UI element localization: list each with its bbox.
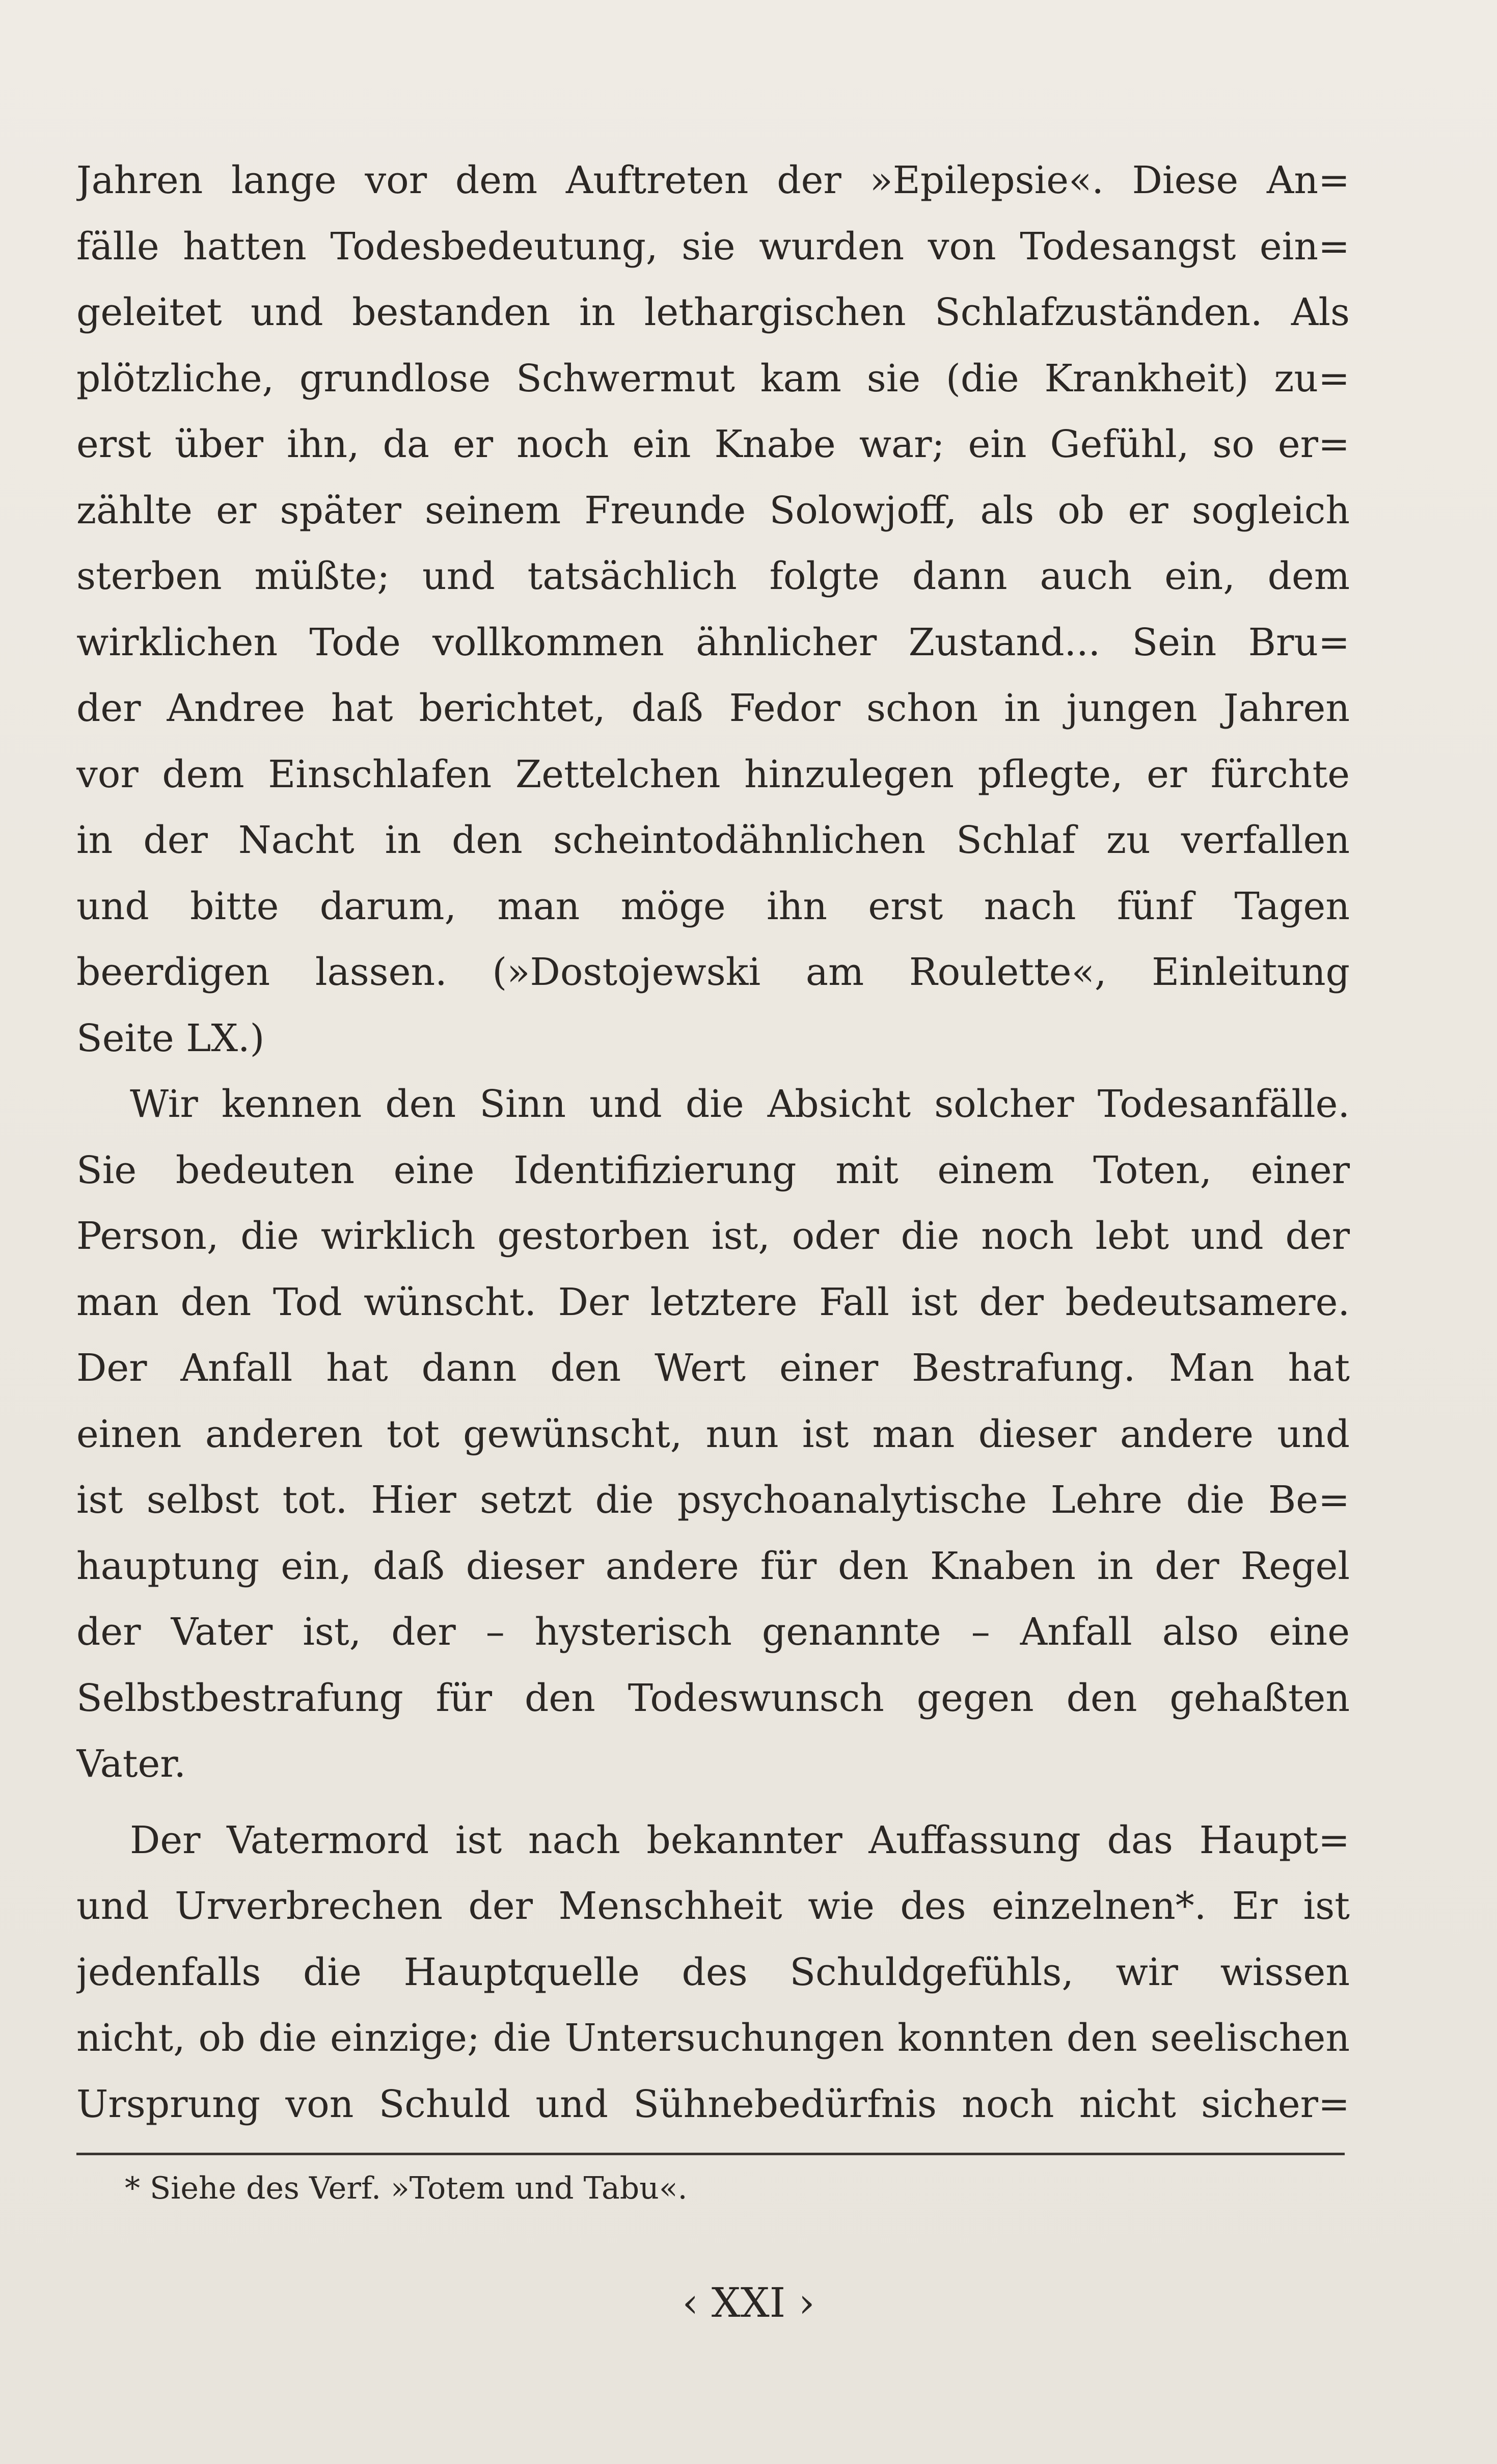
body-text [76,148,1350,2137]
text-line: erst über ihn, da er noch ein Knabe war; ein Gefühl, so er= [76,422,1350,466]
text-line: Person, die wirklich gestorben ist, oder die noch lebt und der [76,1214,1350,1258]
text-line: in der Nacht in den scheintodähnlichen Schlaf zu verfallen [76,818,1350,862]
text-line: Jahren lange vor dem Auftreten der »Epilepsie«. Diese An= [76,158,1350,202]
text-line: Selbstbestrafung für den Todeswunsch gegen den gehaßten [76,1676,1350,1720]
text-line: Ursprung von Schuld und Sühnebedürfnis noch nicht sicher= [76,2082,1350,2126]
text-line: Seite LX.) [76,1016,265,1060]
text-line: beerdigen lassen. (»Dostojewski am Roulette«, Einleitung [76,950,1350,994]
text-line: der Andree hat berichtet, daß Fedor schon in jungen Jahren [76,686,1350,730]
text-line: geleitet und bestanden in lethargischen Schlafzuständen. Als [76,290,1350,334]
text-line: ist selbst tot. Hier setzt die psychoanalytische Lehre die Be= [76,1478,1350,1522]
footnote-rule [76,2153,1345,2155]
text-line: Der Anfall hat dann den Wert einer Bestrafung. Man hat [76,1346,1350,1390]
text-line: Sie bedeuten eine Identifizierung mit einem Toten, einer [76,1148,1350,1192]
paragraph-start-line: Wir kennen den Sinn und die Absicht solcher Todesanfälle. [130,1082,1350,1126]
text-line: einen anderen tot gewünscht, nun ist man dieser andere und [76,1412,1350,1456]
text-line: fälle hatten Todesbedeutung, sie wurden von Todesangst ein= [76,224,1350,269]
page-number: ‹ XXI › [682,2279,815,2326]
text-line: sterben müßte; und tatsächlich folgte dann auch ein, dem [76,554,1350,598]
paragraph-gap [76,1798,1350,1808]
footnote: * Siehe des Verf. »Totem und Tabu«. [125,2171,688,2206]
paragraph-start-line: Der Vatermord ist nach bekannter Auffassung das Haupt= [130,1818,1350,1862]
text-line: jedenfalls die Hauptquelle des Schuldgefühls, wir wissen [76,1950,1350,1994]
text-line: vor dem Einschlafen Zettelchen hinzulegen pflegte, er fürchte [76,752,1350,796]
text-line: und Urverbrechen der Menschheit wie des einzelnen*. Er ist [76,1884,1350,1928]
text-line: zählte er später seinem Freunde Solowjoff, als ob er sogleich [76,488,1350,532]
text-line: Vater. [76,1742,186,1786]
text-line: nicht, ob die einzige; die Untersuchungen konnten den seelischen [76,2016,1350,2060]
text-line: der Vater ist, der – hysterisch genannte – Anfall also eine [76,1610,1350,1654]
text-line: man den Tod wünscht. Der letztere Fall ist der bedeutsamere. [76,1280,1350,1324]
text-line: plötzliche, grundlose Schwermut kam sie (die Krankheit) zu= [76,356,1350,400]
text-line: und bitte darum, man möge ihn erst nach fünf Tagen [76,884,1350,928]
text-line: hauptung ein, daß dieser andere für den Knaben in der Regel [76,1544,1350,1588]
text-line: wirklichen Tode vollkommen ähnlicher Zustand... Sein Bru= [76,620,1350,664]
